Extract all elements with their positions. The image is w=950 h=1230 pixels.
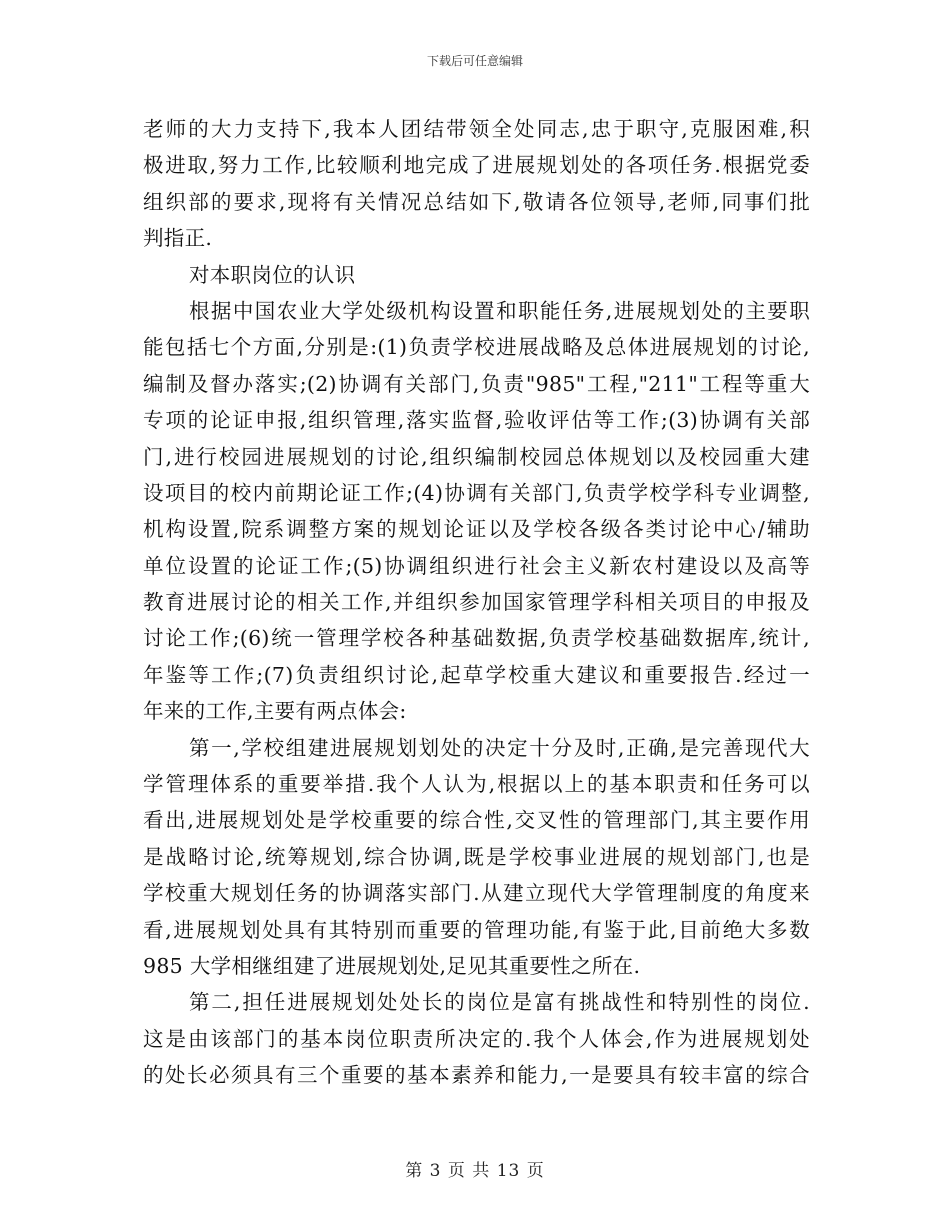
body-text-line: 专项的论证申报,组织管理,落实监督,验收评估等工作;(3)协调有关部 [143, 408, 810, 433]
body-text-line: 机构设置,院系调整方案的规划论证以及学校各级各类讨论中心/辅助 [143, 517, 810, 542]
page-number-footer: 第 3 页 共 13 页 [405, 1161, 545, 1181]
body-text-line: 学管理体系的重要举措.我个人认为,根据以上的基本职责和任务可以 [143, 772, 810, 797]
body-text-line: 这是由该部门的基本岗位职责所决定的.我个人体会,作为进展规划处 [143, 1026, 810, 1051]
body-text-line: 第一,学校组建进展规划划处的决定十分及时,正确,是完善现代大 [189, 735, 810, 760]
document-body [143, 111, 810, 1094]
body-text-line: 根据中国农业大学处级机构设置和职能任务,进展规划处的主要职 [189, 298, 810, 323]
body-text-line: 教育进展讨论的相关工作,并组织参加国家管理学科相关项目的申报及 [143, 590, 810, 615]
body-text-line: 985 大学相继组建了进展规划处,足见其重要性之所在. [143, 953, 641, 978]
body-text-line: 组织部的要求,现将有关情况总结如下,敬请各位领导,老师,同事们批 [143, 189, 810, 214]
body-text-line: 设项目的校内前期论证工作;(4)协调有关部门,负责学校学科专业调整, [143, 480, 810, 505]
body-text-line: 极进取,努力工作,比较顺利地完成了进展规划处的各项任务.根据党委 [143, 153, 810, 178]
body-text-line: 单位设置的论证工作;(5)协调组织进行社会主义新农村建设以及高等 [143, 553, 810, 578]
body-text-line: 看出,进展规划处是学校重要的综合性,交叉性的管理部门,其主要作用 [143, 808, 810, 833]
body-text-line: 老师的大力支持下,我本人团结带领全处同志,忠于职守,克服困难,积 [143, 117, 810, 141]
body-text-line: 学校重大规划任务的协调落实部门.从建立现代大学管理制度的角度来 [143, 881, 810, 906]
body-text-line: 年鉴等工作;(7)负责组织讨论,起草学校重大建议和重要报告.经过一 [143, 662, 810, 687]
body-text-line: 能包括七个方面,分别是:(1)负责学校进展战略及总体进展规划的讨论, [143, 335, 810, 360]
body-text-line: 第二,担任进展规划处处长的岗位是富有挑战性和特别性的岗位. [189, 990, 810, 1015]
body-text-line: 判指正. [143, 226, 213, 251]
page-header: 下载后可任意编辑 [426, 54, 523, 68]
body-text-line: 看,进展规划处具有其特别而重要的管理功能,有鉴于此,目前绝大多数 [143, 917, 810, 942]
body-text-line: 编制及督办落实;(2)协调有关部门,负责"985"工程,"211"工程等重大 [143, 371, 810, 396]
body-text-line: 对本职岗位的认识 [189, 262, 356, 287]
body-text-line: 年来的工作,主要有两点体会: [143, 699, 407, 724]
body-text-line: 讨论工作;(6)统一管理学校各种基础数据,负责学校基础数据库,统计, [143, 626, 810, 651]
body-text-line: 门,进行校园进展规划的讨论,组织编制校园总体规划以及校园重大建 [143, 444, 810, 469]
body-text-line: 是战略讨论,统筹规划,综合协调,既是学校事业进展的规划部门,也是 [143, 844, 810, 869]
body-text-line: 的处长必须具有三个重要的基本素养和能力,一是要具有较丰富的综合 [143, 1063, 810, 1088]
